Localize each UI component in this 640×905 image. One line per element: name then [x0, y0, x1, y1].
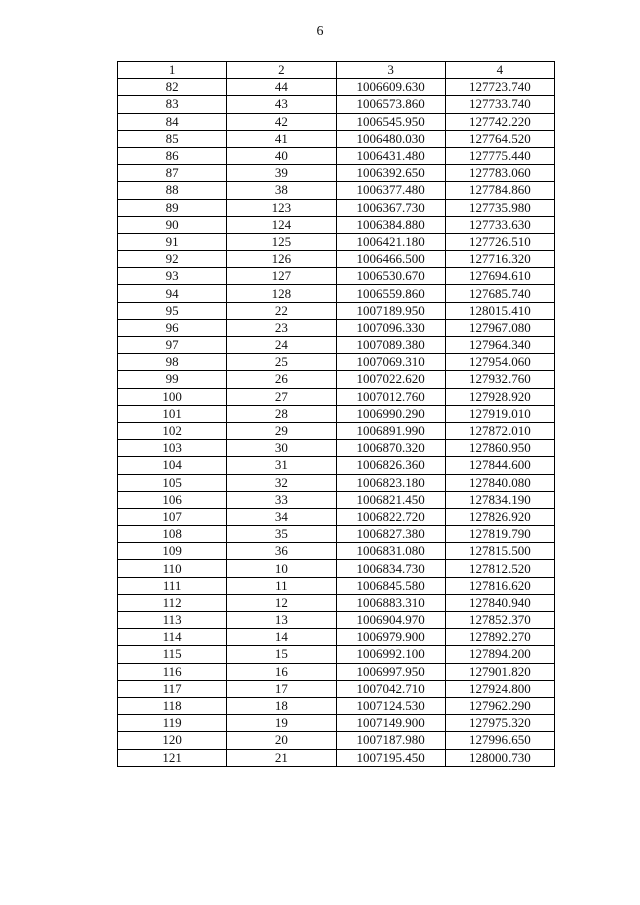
table-cell-col-1: 87 — [118, 165, 227, 182]
table-cell-col-1: 102 — [118, 422, 227, 439]
table-cell-col-4: 127840.080 — [445, 474, 554, 491]
table-cell-col-2: 26 — [227, 371, 336, 388]
table-cell-col-2: 15 — [227, 646, 336, 663]
table-cell-col-3: 1006367.730 — [336, 199, 445, 216]
table-row — [118, 268, 555, 285]
table-row — [118, 388, 555, 405]
table-cell-col-3: 1006831.080 — [336, 543, 445, 560]
table-cell-col-3: 1006883.310 — [336, 594, 445, 611]
table-row — [118, 715, 555, 732]
table-cell-col-4: 127764.520 — [445, 130, 554, 147]
column-header-1: 1 — [118, 62, 227, 79]
table-cell-col-4: 127726.510 — [445, 233, 554, 250]
table-cell-col-1: 117 — [118, 680, 227, 697]
table-cell-col-2: 123 — [227, 199, 336, 216]
table-cell-col-3: 1006997.950 — [336, 663, 445, 680]
table-cell-col-2: 41 — [227, 130, 336, 147]
table-cell-col-2: 38 — [227, 182, 336, 199]
table-cell-col-4: 127775.440 — [445, 147, 554, 164]
table-cell-col-1: 107 — [118, 508, 227, 525]
table-row — [118, 526, 555, 543]
table-cell-col-1: 82 — [118, 79, 227, 96]
table-cell-col-4: 127892.270 — [445, 629, 554, 646]
table-cell-col-3: 1007089.380 — [336, 337, 445, 354]
table-cell-col-4: 127872.010 — [445, 422, 554, 439]
table-row — [118, 697, 555, 714]
table-row — [118, 113, 555, 130]
table-cell-col-2: 28 — [227, 405, 336, 422]
table-cell-col-4: 127834.190 — [445, 491, 554, 508]
table-row — [118, 216, 555, 233]
table-row — [118, 251, 555, 268]
table-cell-col-1: 116 — [118, 663, 227, 680]
table-cell-col-1: 91 — [118, 233, 227, 250]
table-cell-col-4: 127901.820 — [445, 663, 554, 680]
table-cell-col-3: 1006384.880 — [336, 216, 445, 233]
table-cell-col-2: 34 — [227, 508, 336, 525]
table-cell-col-4: 127685.740 — [445, 285, 554, 302]
table-row — [118, 405, 555, 422]
table-cell-col-4: 128015.410 — [445, 302, 554, 319]
table-cell-col-2: 32 — [227, 474, 336, 491]
table-cell-col-3: 1006377.480 — [336, 182, 445, 199]
table-cell-col-2: 33 — [227, 491, 336, 508]
table-row — [118, 319, 555, 336]
table-cell-col-1: 115 — [118, 646, 227, 663]
table-body — [118, 79, 555, 767]
table-row — [118, 577, 555, 594]
table-cell-col-2: 10 — [227, 560, 336, 577]
table-cell-col-2: 128 — [227, 285, 336, 302]
table-cell-col-3: 1006466.500 — [336, 251, 445, 268]
table-row — [118, 457, 555, 474]
table-cell-col-2: 125 — [227, 233, 336, 250]
table-cell-col-1: 93 — [118, 268, 227, 285]
table-cell-col-1: 98 — [118, 354, 227, 371]
table-row — [118, 508, 555, 525]
table-row — [118, 199, 555, 216]
table-cell-col-3: 1007012.760 — [336, 388, 445, 405]
table-cell-col-1: 85 — [118, 130, 227, 147]
table-cell-col-4: 127840.940 — [445, 594, 554, 611]
table-cell-col-2: 13 — [227, 612, 336, 629]
table-row — [118, 543, 555, 560]
table-cell-col-1: 110 — [118, 560, 227, 577]
table-cell-col-2: 11 — [227, 577, 336, 594]
table-cell-col-3: 1006573.860 — [336, 96, 445, 113]
table-cell-col-1: 100 — [118, 388, 227, 405]
table-cell-col-4: 127967.080 — [445, 319, 554, 336]
table-cell-col-1: 106 — [118, 491, 227, 508]
table-cell-col-4: 127723.740 — [445, 79, 554, 96]
table-row — [118, 79, 555, 96]
table-cell-col-2: 127 — [227, 268, 336, 285]
table-cell-col-3: 1006870.320 — [336, 440, 445, 457]
table-cell-col-3: 1006609.630 — [336, 79, 445, 96]
table-cell-col-4: 127812.520 — [445, 560, 554, 577]
table-cell-col-2: 20 — [227, 732, 336, 749]
table-cell-col-2: 12 — [227, 594, 336, 611]
table-cell-col-2: 44 — [227, 79, 336, 96]
table-cell-col-4: 127919.010 — [445, 405, 554, 422]
table-row — [118, 165, 555, 182]
table-cell-col-4: 127742.220 — [445, 113, 554, 130]
table-cell-col-2: 39 — [227, 165, 336, 182]
table-cell-col-4: 127964.340 — [445, 337, 554, 354]
table-cell-col-3: 1006826.360 — [336, 457, 445, 474]
table-cell-col-2: 36 — [227, 543, 336, 560]
table-cell-col-4: 127815.500 — [445, 543, 554, 560]
table-cell-col-3: 1007022.620 — [336, 371, 445, 388]
table-cell-col-3: 1007069.310 — [336, 354, 445, 371]
table-cell-col-3: 1006392.650 — [336, 165, 445, 182]
table-cell-col-2: 19 — [227, 715, 336, 732]
table-row — [118, 749, 555, 766]
table-row — [118, 440, 555, 457]
table-cell-col-1: 113 — [118, 612, 227, 629]
table-cell-col-4: 127733.740 — [445, 96, 554, 113]
table-cell-col-4: 127816.620 — [445, 577, 554, 594]
table-cell-col-2: 17 — [227, 680, 336, 697]
table-cell-col-2: 27 — [227, 388, 336, 405]
table-cell-col-4: 127819.790 — [445, 526, 554, 543]
table-cell-col-2: 21 — [227, 749, 336, 766]
table-cell-col-1: 95 — [118, 302, 227, 319]
table-cell-col-3: 1006827.380 — [336, 526, 445, 543]
table-cell-col-3: 1006480.030 — [336, 130, 445, 147]
table-cell-col-2: 35 — [227, 526, 336, 543]
table-cell-col-1: 89 — [118, 199, 227, 216]
table-cell-col-1: 104 — [118, 457, 227, 474]
table-cell-col-3: 1006559.860 — [336, 285, 445, 302]
table-cell-col-3: 1007042.710 — [336, 680, 445, 697]
table-row — [118, 680, 555, 697]
table-cell-col-1: 120 — [118, 732, 227, 749]
table-cell-col-3: 1006990.290 — [336, 405, 445, 422]
table-cell-col-3: 1006823.180 — [336, 474, 445, 491]
table-row — [118, 371, 555, 388]
table-cell-col-1: 111 — [118, 577, 227, 594]
table-cell-col-4: 127784.860 — [445, 182, 554, 199]
table-cell-col-2: 16 — [227, 663, 336, 680]
table-cell-col-1: 92 — [118, 251, 227, 268]
table-row — [118, 422, 555, 439]
table-cell-col-2: 29 — [227, 422, 336, 439]
table-cell-col-4: 127852.370 — [445, 612, 554, 629]
table-cell-col-2: 22 — [227, 302, 336, 319]
table-cell-col-2: 18 — [227, 697, 336, 714]
table-cell-col-2: 25 — [227, 354, 336, 371]
table-cell-col-1: 118 — [118, 697, 227, 714]
table-cell-col-4: 127783.060 — [445, 165, 554, 182]
table-header-row — [118, 62, 555, 79]
table-cell-col-1: 108 — [118, 526, 227, 543]
table-row — [118, 594, 555, 611]
table-row — [118, 130, 555, 147]
table-cell-col-1: 83 — [118, 96, 227, 113]
table-cell-col-4: 127962.290 — [445, 697, 554, 714]
table-cell-col-1: 96 — [118, 319, 227, 336]
column-header-4: 4 — [445, 62, 554, 79]
table-cell-col-2: 126 — [227, 251, 336, 268]
table-row — [118, 646, 555, 663]
table-cell-col-3: 1006992.100 — [336, 646, 445, 663]
table-row — [118, 612, 555, 629]
table-row — [118, 147, 555, 164]
table-cell-col-2: 31 — [227, 457, 336, 474]
page-number: 6 — [316, 24, 324, 39]
table-cell-col-3: 1006891.990 — [336, 422, 445, 439]
table-cell-col-3: 1007096.330 — [336, 319, 445, 336]
table-cell-col-2: 14 — [227, 629, 336, 646]
table-row — [118, 732, 555, 749]
table-cell-col-3: 1007189.950 — [336, 302, 445, 319]
table-cell-col-4: 128000.730 — [445, 749, 554, 766]
table-cell-col-1: 90 — [118, 216, 227, 233]
table-row — [118, 96, 555, 113]
table-cell-col-4: 127844.600 — [445, 457, 554, 474]
table-cell-col-4: 127860.950 — [445, 440, 554, 457]
table-row — [118, 491, 555, 508]
table-cell-col-2: 43 — [227, 96, 336, 113]
table-cell-col-4: 127826.920 — [445, 508, 554, 525]
table-cell-col-1: 114 — [118, 629, 227, 646]
table-cell-col-1: 101 — [118, 405, 227, 422]
table-cell-col-1: 86 — [118, 147, 227, 164]
table-row — [118, 474, 555, 491]
column-header-3: 3 — [336, 62, 445, 79]
table-cell-col-1: 84 — [118, 113, 227, 130]
table-cell-col-1: 103 — [118, 440, 227, 457]
table-cell-col-4: 127996.650 — [445, 732, 554, 749]
coordinates-table — [117, 61, 555, 767]
table-cell-col-3: 1006904.970 — [336, 612, 445, 629]
table-cell-col-1: 94 — [118, 285, 227, 302]
table-row — [118, 629, 555, 646]
table-cell-col-1: 88 — [118, 182, 227, 199]
table-row — [118, 182, 555, 199]
table-cell-col-4: 127924.800 — [445, 680, 554, 697]
column-header-2: 2 — [227, 62, 336, 79]
table-cell-col-4: 127716.320 — [445, 251, 554, 268]
table-cell-col-3: 1007195.450 — [336, 749, 445, 766]
table-cell-col-4: 127954.060 — [445, 354, 554, 371]
table-cell-col-1: 121 — [118, 749, 227, 766]
table-cell-col-1: 119 — [118, 715, 227, 732]
table-cell-col-3: 1007149.900 — [336, 715, 445, 732]
table-cell-col-3: 1006421.180 — [336, 233, 445, 250]
table-cell-col-4: 127932.760 — [445, 371, 554, 388]
table-cell-col-4: 127975.320 — [445, 715, 554, 732]
table-cell-col-3: 1006834.730 — [336, 560, 445, 577]
table-cell-col-3: 1006845.580 — [336, 577, 445, 594]
table-cell-col-3: 1006431.480 — [336, 147, 445, 164]
table-row — [118, 285, 555, 302]
table-cell-col-1: 112 — [118, 594, 227, 611]
table-row — [118, 560, 555, 577]
table-cell-col-1: 105 — [118, 474, 227, 491]
table-cell-col-2: 124 — [227, 216, 336, 233]
table-cell-col-2: 40 — [227, 147, 336, 164]
table-cell-col-1: 99 — [118, 371, 227, 388]
table-cell-col-3: 1006822.720 — [336, 508, 445, 525]
table-cell-col-3: 1006545.950 — [336, 113, 445, 130]
table-cell-col-2: 30 — [227, 440, 336, 457]
table-cell-col-4: 127928.920 — [445, 388, 554, 405]
table-row — [118, 354, 555, 371]
table-cell-col-4: 127735.980 — [445, 199, 554, 216]
table-cell-col-2: 24 — [227, 337, 336, 354]
table-cell-col-3: 1007124.530 — [336, 697, 445, 714]
table-row — [118, 233, 555, 250]
table-cell-col-3: 1006530.670 — [336, 268, 445, 285]
table-row — [118, 663, 555, 680]
table-cell-col-4: 127694.610 — [445, 268, 554, 285]
table-row — [118, 302, 555, 319]
table-cell-col-2: 42 — [227, 113, 336, 130]
table-row — [118, 337, 555, 354]
table-cell-col-2: 23 — [227, 319, 336, 336]
table-cell-col-1: 109 — [118, 543, 227, 560]
table-cell-col-4: 127733.630 — [445, 216, 554, 233]
table-cell-col-3: 1006821.450 — [336, 491, 445, 508]
table-cell-col-1: 97 — [118, 337, 227, 354]
table-cell-col-3: 1007187.980 — [336, 732, 445, 749]
table-cell-col-4: 127894.200 — [445, 646, 554, 663]
table-cell-col-3: 1006979.900 — [336, 629, 445, 646]
